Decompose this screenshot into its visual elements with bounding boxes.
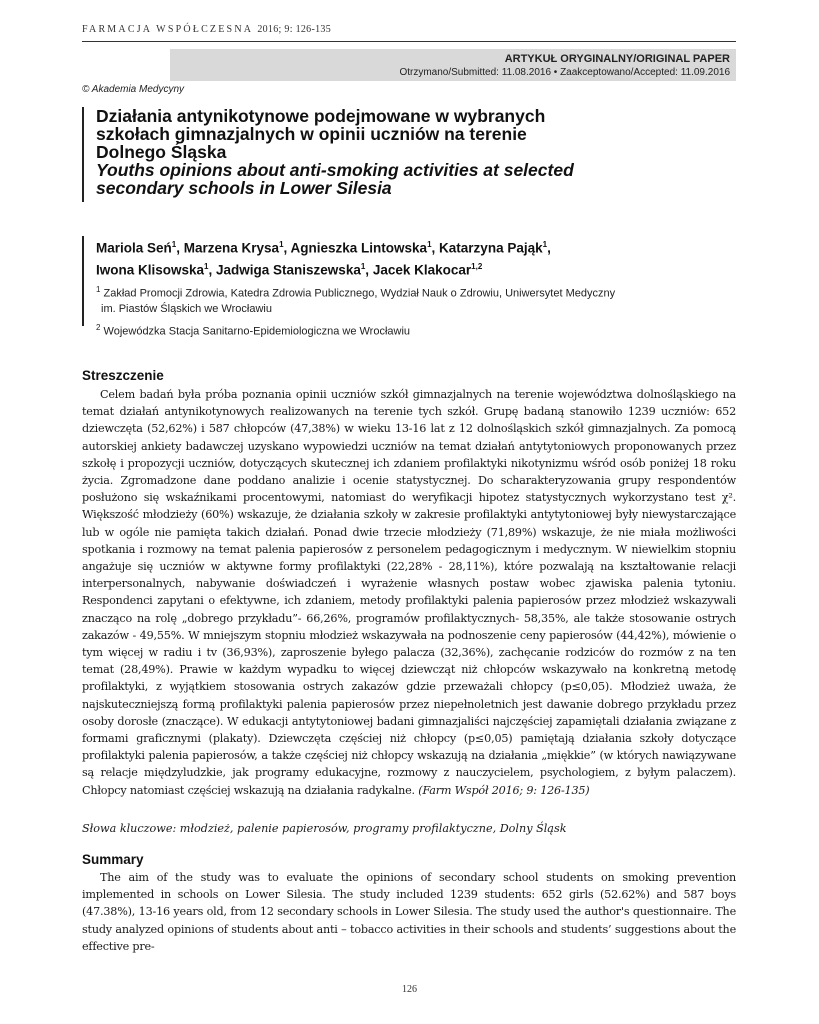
- article-dates: Otrzymano/Submitted: 11.08.2016 • Zaakceptowano/Accepted: 11.09.2016: [399, 67, 730, 78]
- author-name: Jadwiga Staniszewska: [216, 262, 361, 277]
- author-affiliation-mark: 1: [204, 261, 209, 271]
- journal-name: FARMACJA WSPÓŁCZESNA: [82, 24, 253, 35]
- affiliation-1: [96, 282, 732, 317]
- authors-line-2: [96, 258, 732, 280]
- author-name: Mariola Seń: [96, 240, 172, 256]
- author-separator: ,: [547, 240, 551, 256]
- running-head: [82, 24, 331, 35]
- author-affiliation-mark: 1: [171, 240, 177, 249]
- affiliation-line: Wojewódzka Stacja Sanitarno-Epidemiologiczna we Wrocławiu: [103, 325, 411, 338]
- title-block: [82, 107, 732, 202]
- article-type-box: [170, 49, 736, 81]
- author-separator: ,: [208, 262, 217, 277]
- author-separator: ,: [176, 240, 184, 256]
- title-polish: [96, 107, 732, 161]
- author-affiliation-mark: 1: [279, 240, 284, 249]
- affiliation-mark: 2: [96, 322, 101, 332]
- title-en-line: Youths opinions about anti-smoking activities at selected: [96, 160, 574, 180]
- keywords: Słowa kluczowe: młodzież, palenie papierosów, programy profilaktyczne, Dolny Śląsk: [82, 822, 567, 835]
- streszczenie-text: [82, 386, 736, 799]
- streszczenie-heading: Streszczenie: [82, 368, 164, 383]
- title-pl-line: Dolnego Śląska: [96, 142, 227, 162]
- author-separator: ,: [365, 262, 373, 277]
- author-affiliation-mark: 1: [427, 240, 432, 249]
- author-affiliation-mark: 1: [542, 240, 548, 249]
- author-affiliation-mark: 1,2: [471, 261, 483, 271]
- summary-text: [82, 869, 736, 955]
- authors-block: [82, 236, 732, 338]
- publisher-copyright: © Akademia Medycyny: [82, 84, 185, 95]
- journal-issue: 2016; 9: 126-135: [257, 24, 331, 35]
- affiliation-mark: 1: [96, 285, 101, 294]
- summary-body: The aim of the study was to evaluate the opinions of secondary school students on smoking prevention implemented in schools on Lower Silesia. The study included 1239 students: 652 girls (52.62%) and 587 boys (47.38%), 13-16 years old, from 12 secondary schools in Lower Silesia. The study used the author's questionnaire. The study analyzed opinions of students about anti – tobacco activities in their schools and students’ suggestions about the effective pre-: [82, 871, 736, 953]
- affiliation-2: [96, 320, 732, 340]
- author-name: Marzena Krysa: [183, 240, 280, 256]
- author-name: Agnieszka Lintowska: [290, 240, 428, 256]
- affiliation-line: im. Piastów Śląskich we Wrocławiu: [101, 302, 272, 315]
- header-rule: [82, 41, 736, 42]
- page-number: 126: [402, 984, 417, 995]
- author-name: Iwona Klisowska: [96, 262, 205, 277]
- streszczenie-citation: (Farm Współ 2016; 9: 126-135): [418, 783, 590, 797]
- summary-heading: Summary: [82, 852, 144, 867]
- author-separator: ,: [431, 240, 440, 256]
- author-affiliation-mark: 1: [360, 261, 366, 271]
- affiliation-line: Zakład Promocji Zdrowia, Katedra Zdrowia Publicznego, Wydział Nauk o Zdrowiu, Uniwersytet Medyczny: [103, 287, 616, 300]
- streszczenie-body: Celem badań była próba poznania opinii uczniów szkół gimnazjalnych na terenie województwa dolnośląskiego na temat działań antynikotynowych realizowanych na terenie tych szkół. Grupę badaną stanowiło 1239 uczniów: 652 dziewczęta (52,62%) i 587 chłopców (47,38%) w wieku 13-16 lat z 12 dolnośląskich szkół gimnazjalnych. Za pomocą autorskiej ankiety badawczej uzyskano wypowiedzi uczniów na temat działań antytytoniowych proponowanych przez szkołę i propozycji uczniów, dotyczących skutecznej ich zdaniem profilaktyki nikotynizmu wśród osób poniżej 18 roku życia. Zgromadzone dane poddano analizie i ocenie statystycznej. Do scharakteryzowania grupy respondentów posłużono się wskaźnikami procentowymi, natomiast do weryfikacji hipotez statystycznych wykorzystano test χ². Większość młodzieży (60%) wskazuje, że działania szkoły w zakresie profilaktyki antytytoniowej były niewystarczające lub w ogóle nie pamięta takich działań. Ponad dwie trzecie młodzieży (71,89%) wskazuje, że nie miała możliwości spotkania i rozmowy na temat palenia papierosów z personelem pedagogicznym i medycznym. W niewielkim stopniu angażuje się uczniów w aktywne formy profilaktyki (22,28% - 28,11%), które pozwalają na kształtowanie relacji interpersonalnych, nabywanie doświadczeń i wyrażenie własnych postaw wobec zjawiska palenia tytoniu. Respondenci zapytani o efektywne, ich zdaniem, metody profilaktyki palenia papierosów przez młodzież wskazywali znacząco na rolę „dobregο przykładu”- 66,26%, programów profilaktycznych- 58,35%, ale także stosowanie ostrych zakazów - 49,55%. W mniejszym stopniu młodzież wskazywała na podnoszenie ceny papierosów (44,42%), mówienie o tym więcej w radiu i tv (36,93%), zaproszenie byłego palacza (32,36%), zachęcanie rodziców do rozmów z na ten temat (28,49%). Prawie w każdym wypadku to więcej dziewcząt niż chłopców wskazywało na konkretną metodę profilaktyki, z wyjątkiem stosowania ostrych zakazów gdzie przeważali chłopcy (p≤0,05). Młodzież uważa, że najskuteczniejszą formą profilaktyki palenia papierosów przez niepełnoletnich jest dawanie dobrego przykładu przez osoby dorosłe (znaczące). W edukacji antytytoniowej badani gimnazjaliści najczęściej zapamiętali działania związane z formami graficznymi (plakaty). Dziewczęta częściej niż chłopcy (p≤0,05) pamiętają działania szkoły dotyczące profilaktyki palenia papierosów, a także częściej niż chłopcy wskazują na działania „miękkie” (w których nawiązywane są relacje międzyludzkie, jak programy edukacyjne, rozmowy z nauczycielem, psychologiem, z byłym palaczem). Chłopcy natomiast częściej wskazują na działania radykalne.: [82, 388, 736, 797]
- title-en-line: secondary schools in Lower Silesia: [96, 178, 392, 198]
- authors-line-1: [96, 236, 732, 258]
- author-name: Jacek Klakocar: [372, 262, 472, 277]
- title-pl-line: szkołach gimnazjalnych w opinii uczniów na terenie: [96, 124, 527, 144]
- article-type: ARTYKUŁ ORYGINALNY/ORIGINAL PAPER: [504, 53, 730, 65]
- author-separator: ,: [283, 240, 291, 256]
- author-name: Katarzyna Pająk: [439, 240, 543, 256]
- title-pl-line: Działania antynikotynowe podejmowane w wybranych: [96, 106, 546, 126]
- title-english: [96, 161, 732, 197]
